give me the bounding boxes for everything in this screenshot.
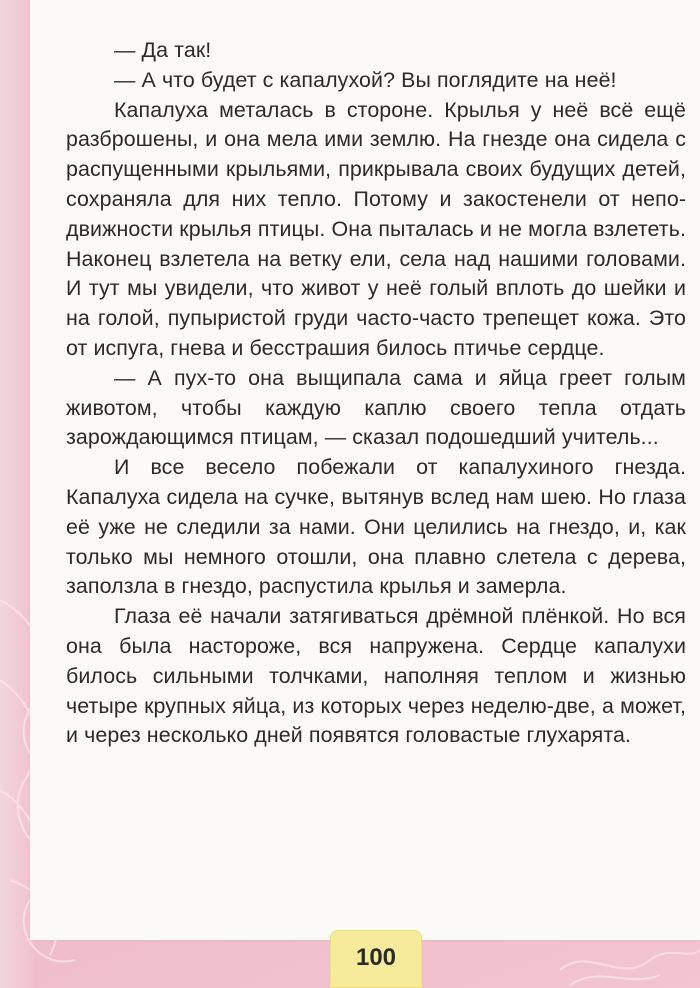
paragraph: — Да так!: [114, 38, 212, 62]
story-text: [66, 36, 686, 751]
paragraph: Капалуха металась в стороне. Крылья у неё всё ещё разброшены, и она мела ими землю. На гнезде она сидела с распущенными крыльями, прикрывала своих будущих детей, сохраняла для них тепло. Потому и закостенели от неподвижности крылья птицы. Она пыталась и не могла взлететь. Наконец взлетела на ветку ели, села над нашими головами. И тут мы увидели, что живот у неё голый вплоть до шейки и на голой, пупыристой груди часто-часто трепещет кожа. Это от испуга, гнева и бесстрашия билось птичье сердце.: [66, 97, 686, 360]
decorative-swirl-ornament-bottom: [560, 940, 700, 988]
paragraph: И все весело побежали от капалухиного гнезда. Капалуха сидела на сучке, вытянув вслед нам шею. Но глаза её уже не следили за нами. Они целились на гнездо, и, как только мы немного отошли, она плавно слетела с дерева, заползла в гнездо, распустила крылья и замерла.: [66, 455, 686, 599]
paragraph: — А что будет с капалухой? Вы поглядите на неё!: [114, 67, 617, 92]
page-number-tab: [330, 930, 422, 988]
page-number: 100: [355, 944, 397, 971]
page-margin: [0, 0, 34, 988]
paragraph: Глаза её начали затягиваться дрёмной плёнкой. Но вся она была настороже, вся напружена. Сердце капалухи билось сильными толчками, наполняя теплом и жизнью четыре крупных яйца, из которых через неделю-две, а может, и через несколько дней появятся головастые глухарята.: [66, 604, 686, 748]
paragraph: — А пух-то она выщипала сама и яйца греет голым животом, чтобы каждую каплю своего тепла отдать зарождающимся птицам, — сказал подошедший учитель...: [66, 365, 686, 450]
